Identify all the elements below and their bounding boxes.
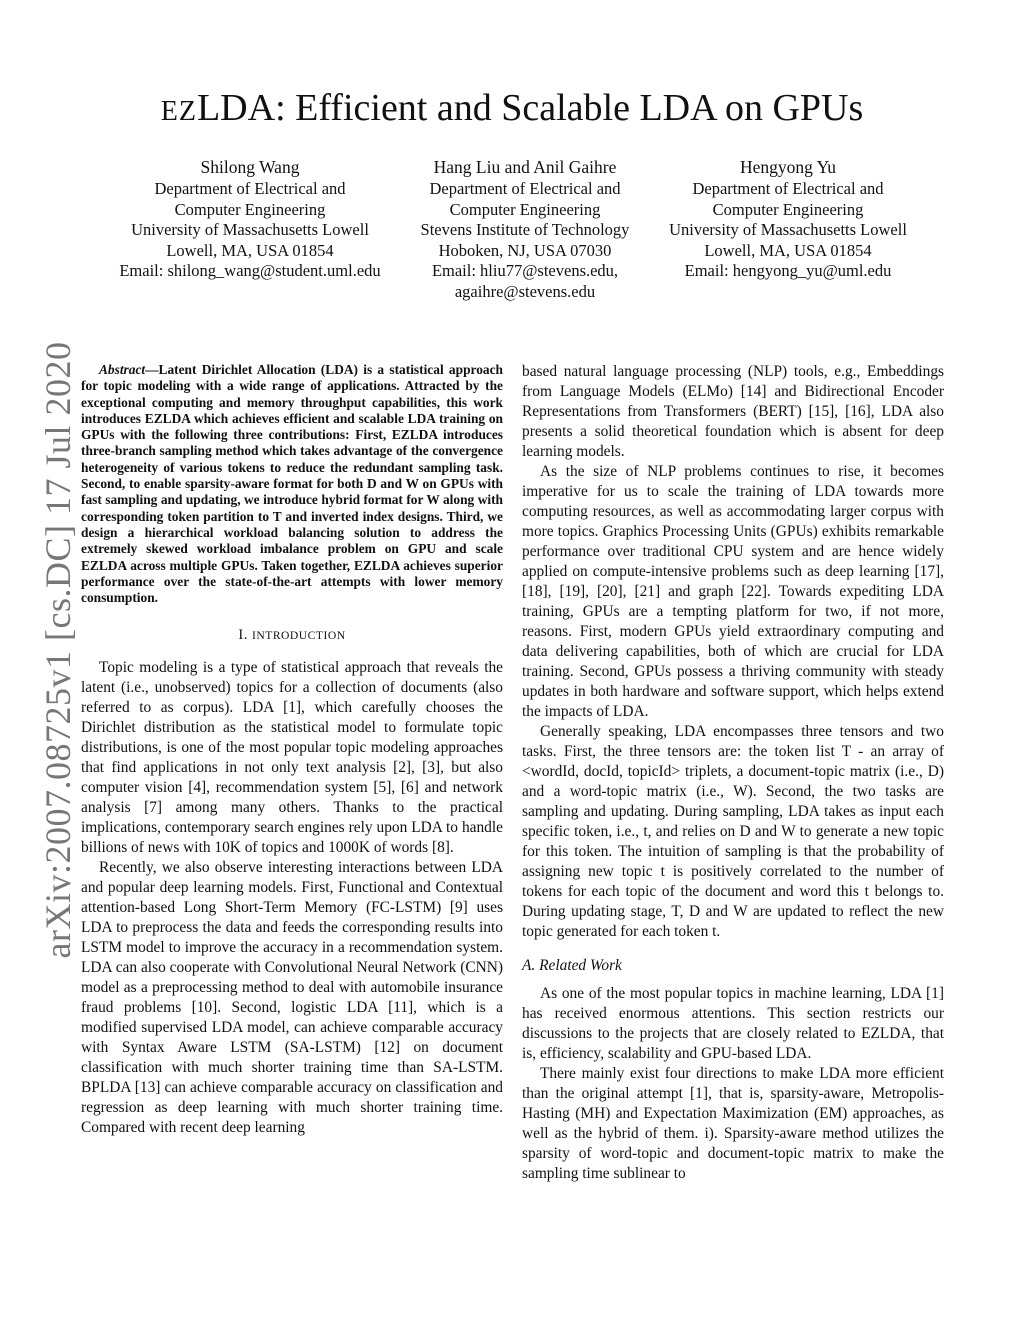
subsection-title: Related Work [539, 957, 622, 974]
author-name: Shilong Wang [200, 157, 300, 177]
author-email: Email: hengyong_yu@uml.edu [684, 261, 892, 280]
section-number: I. [238, 627, 248, 644]
author-affiliation: Computer Engineering [174, 199, 326, 219]
paragraph: Generally speaking, LDA encompasses three tensors and two tasks. First, the three tensors are: the token list T - an array of <wordId, docId, topicId> triplets, a document-topic matrix (i.e., D) and a word-topic matrix (i.e., W). Second, the two tasks are sampling and updating. During sampling, LDA takes as input each specific token, i.e., t, and relies on D and W to generate a new topic for this token. The intuition of sampling is that the probability of assigning new topic t is positively correlated to the number of tokens for each topic of the document and word this t belongs to. During updating stage, T, D and W are updated to reflect the new topic generated for each token t. [522, 723, 944, 940]
author-affiliation: Department of Electrical and [692, 179, 884, 198]
subsection-label: A. [522, 957, 536, 974]
author-address: Lowell, MA, USA 01854 [704, 240, 872, 260]
paragraph: As one of the most popular topics in machine learning, LDA [1] has received enormous attentions. This section restricts our discussions to the projects that are closely related to EZLDA, that is, efficiency, scalability and GPU-based LDA. [522, 985, 944, 1062]
right-column [522, 362, 944, 1184]
author-affiliation: Department of Electrical and [429, 179, 621, 198]
section-heading-introduction [81, 625, 503, 646]
title-prefix: EZ [160, 96, 197, 127]
author-affiliation: Computer Engineering [712, 199, 864, 219]
author-affiliation: University of Massachusetts Lowell [669, 220, 907, 239]
subsection-heading-related-work [522, 956, 944, 976]
section-title: INTRODUCTION [252, 629, 346, 643]
author-block-2 [375, 155, 675, 302]
author-block-1 [100, 155, 400, 282]
author-block-3 [638, 155, 938, 282]
author-affiliation: Department of Electrical and [154, 179, 346, 198]
abstract [81, 362, 503, 606]
abstract-label: Abstract [99, 362, 146, 377]
author-name: Hengyong Yu [739, 157, 837, 177]
author-affiliation: Computer Engineering [449, 199, 601, 219]
title-main: LDA: Efficient and Scalable LDA on GPUs [196, 87, 864, 129]
paper-title [0, 86, 1024, 134]
author-email: Email: shilong_wang@student.uml.edu [119, 261, 381, 280]
author-affiliation: Stevens Institute of Technology [420, 220, 630, 239]
paragraph: As the size of NLP problems continues to rise, it becomes imperative for us to scale the training of LDA towards more computing resources, as well as accommodating larger corpus with more topics. Graphics Processing Units (GPUs) exhibits remarkable performance over traditional CPU system and are hence widely applied on compute-intensive problems such as deep learning [17], [18], [19], [20], [21] and graph [22]. Towards expediting LDA training, GPUs are a tempting platform for two, if not more, reasons. First, modern GPUs yield extraordinary computing and data delivering capabilities, both of which are crucial for LDA training. Second, GPUs possess a thriving community with steady updates in both hardware and software support, which helps extend the impacts of LDA. [522, 463, 944, 720]
author-name: Hang Liu and Anil Gaihre [433, 157, 617, 177]
author-address: Hoboken, NJ, USA 07030 [438, 240, 612, 260]
left-column [81, 362, 503, 1138]
abstract-text: —Latent Dirichlet Allocation (LDA) is a statistical approach for topic modeling with a wide range of applications. Attracted by the exceptional computing and memory throughput capabilities, this work introduces EZLDA which achieves efficient and scalable LDA training on GPUs with the following three contributions: First, EZLDA introduces three-branch sampling method which takes advantage of the convergence heterogeneity of various tokens to reduce the redundant sampling task. Second, to enable sparsity-aware format for both D and W on GPUs with fast sampling and updating, we introduce hybrid format for W along with corresponding token partition to T and inverted index designs. Third, we design a hierarchical workload balancing solution to address the extremely skewed workload imbalance problem on GPU and scale EZLDA across multiple GPUs. Taken together, EZLDA achieves superior performance over the state-of-the-art attempts with lower memory consumption. [81, 362, 503, 606]
author-email: Email: hliu77@stevens.edu, [431, 261, 619, 280]
paragraph: Recently, we also observe interesting interactions between LDA and popular deep learning models. First, Functional and Contextual attention-based Long Short-Term Memory (FC-LSTM) [9] uses LDA to preprocess the data and feeds the corresponding results into LSTM model to improve the accuracy in a recommendation system. LDA can also cooperate with Convolutional Neural Network (CNN) model as a preprocessing method to deal with automobile insurance fraud problems [10]. Second, logistic LDA [11], which is a modified supervised LDA model, can achieve comparable accuracy with Syntax Aware LSTM (SA-LSTM) [12] on document classification with much shorter training time than SA-LSTM. BPLDA [13] can achieve comparable accuracy on classification and regression as deep learning with much shorter training time. Compared with recent deep learning [81, 859, 503, 1137]
author-email: agaihre@stevens.edu [454, 281, 596, 301]
paragraph: Topic modeling is a type of statistical approach that reveals the latent (i.e., unobserved) topics for a collection of documents (also referred to as corpus). LDA [1], which carefully chooses the Dirichlet distribution as the statistical model to formulate topic distributions, is one of the most popular topic modeling approaches that find applications in not only text analysis [2], [3], but also computer vision [4], recommendation system [5], [6] and network analysis [7] among many others. Thanks to the practical implications, contemporary search engines rely upon LDA to handle billions of news with 10K of topics and 1000K of words [8]. [81, 659, 503, 857]
arxiv-stamp: arXiv:2007.08725v1 [cs.DC] 17 Jul 2020 [38, 341, 78, 959]
paragraph: There mainly exist four directions to make LDA more efficient than the original attempt [1], that is, sparsity-aware, Metropolis-Hasting (MH) and Expectation Maximization (EM) approaches, as well as the hybrid of them. i). Sparsity-aware method utilizes the sparsity of word-topic and document-topic matrix to make the sampling time sublinear to [522, 1065, 944, 1182]
paragraph: based natural language processing (NLP) tools, e.g., Embeddings from Language Models (ELMo) [14] and Bidirectional Encoder Representations from Transformers (BERT) [15], [16], LDA also presents a solid theoretical foundation which is absent for deep learning models. [522, 363, 944, 460]
author-address: Lowell, MA, USA 01854 [166, 240, 334, 260]
author-affiliation: University of Massachusetts Lowell [131, 220, 369, 239]
